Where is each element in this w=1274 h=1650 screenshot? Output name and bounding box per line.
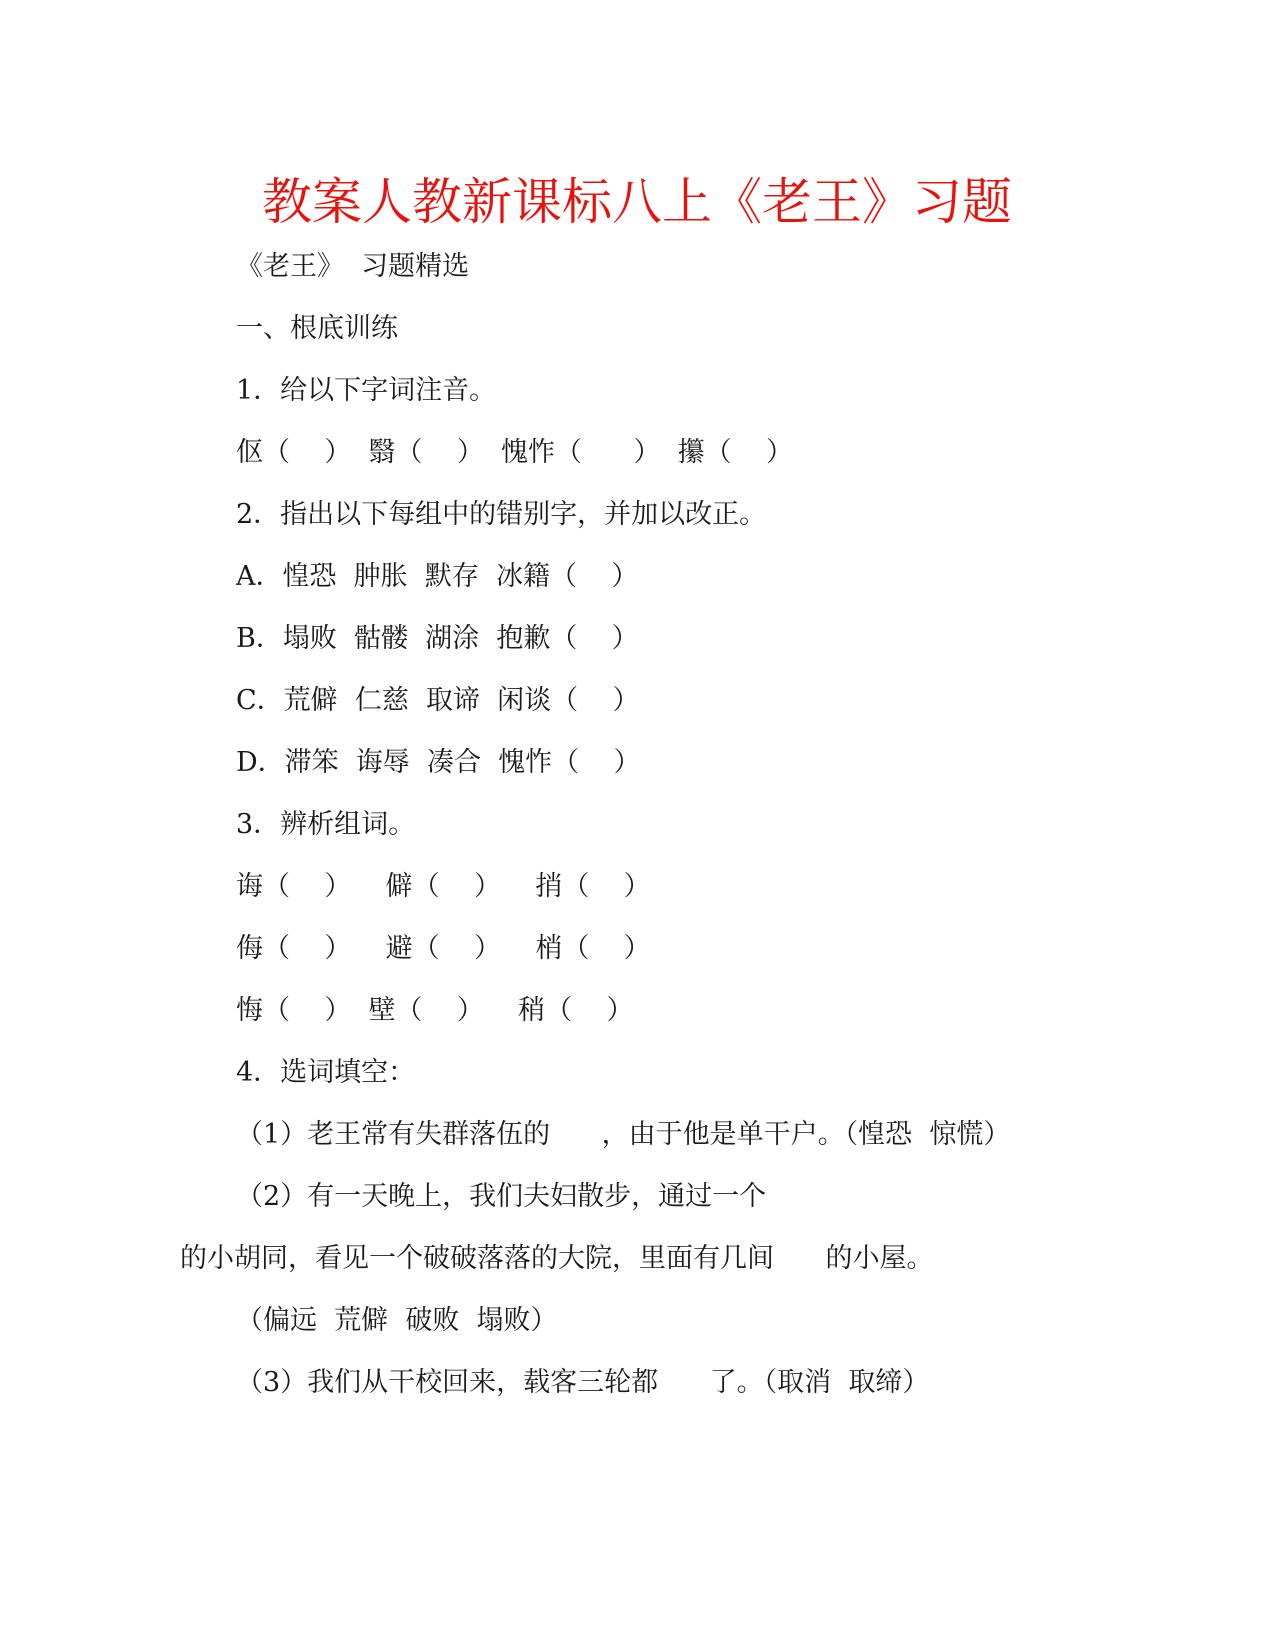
question-3-row-2: 侮（ ） 避（ ） 梢（ ） <box>236 933 651 964</box>
question-3-row-1: 诲（ ） 僻（ ） 捎（ ） <box>236 871 651 902</box>
question-1: 1．给以下字词注音。 <box>236 375 497 406</box>
document-title: 教案人教新课标八上《老王》习题 <box>262 173 1012 231</box>
part-heading: 一、根底训练 <box>236 313 398 344</box>
question-2-option-d: D．滞笨 诲辱 凑合 愧怍（ ） <box>236 747 641 778</box>
question-4-item-3: （3）我们从干校回来，载客三轮都 了。（取消 取缔） <box>236 1367 930 1398</box>
question-3: 3．辨析组词。 <box>236 809 416 840</box>
question-4-item-2-choices: （偏远 荒僻 破败 塌败） <box>236 1305 558 1336</box>
question-2-option-b: B．塌败 骷髅 湖涂 抱歉（ ） <box>236 623 639 654</box>
section-heading: 《老王》 习题精选 <box>236 251 470 282</box>
question-4-item-1: （1）老王常有失群落伍的 ，由于他是单干户。（惶恐 惊慌） <box>236 1119 1011 1150</box>
question-4-item-2: （2）有一天晚上，我们夫妇散步，通过一个 <box>236 1181 767 1212</box>
question-4: 4．选词填空： <box>236 1057 416 1088</box>
question-1-items: 伛（ ） 翳（ ） 愧怍（ ） 攥（ ） <box>236 437 793 468</box>
question-3-row-3: 悔（ ） 壁（ ） 稍（ ） <box>236 995 634 1026</box>
question-2-option-a: A．惶恐 肿胀 默存 冰籍（ ） <box>236 561 639 592</box>
question-2-option-c: C．荒僻 仁慈 取谛 闲谈（ ） <box>236 685 640 716</box>
question-2: 2．指出以下每组中的错别字，并加以改正。 <box>236 499 767 530</box>
question-4-item-2-continued: 的小胡同，看见一个破破落落的大院，里面有几间 的小屋。 <box>180 1243 934 1274</box>
